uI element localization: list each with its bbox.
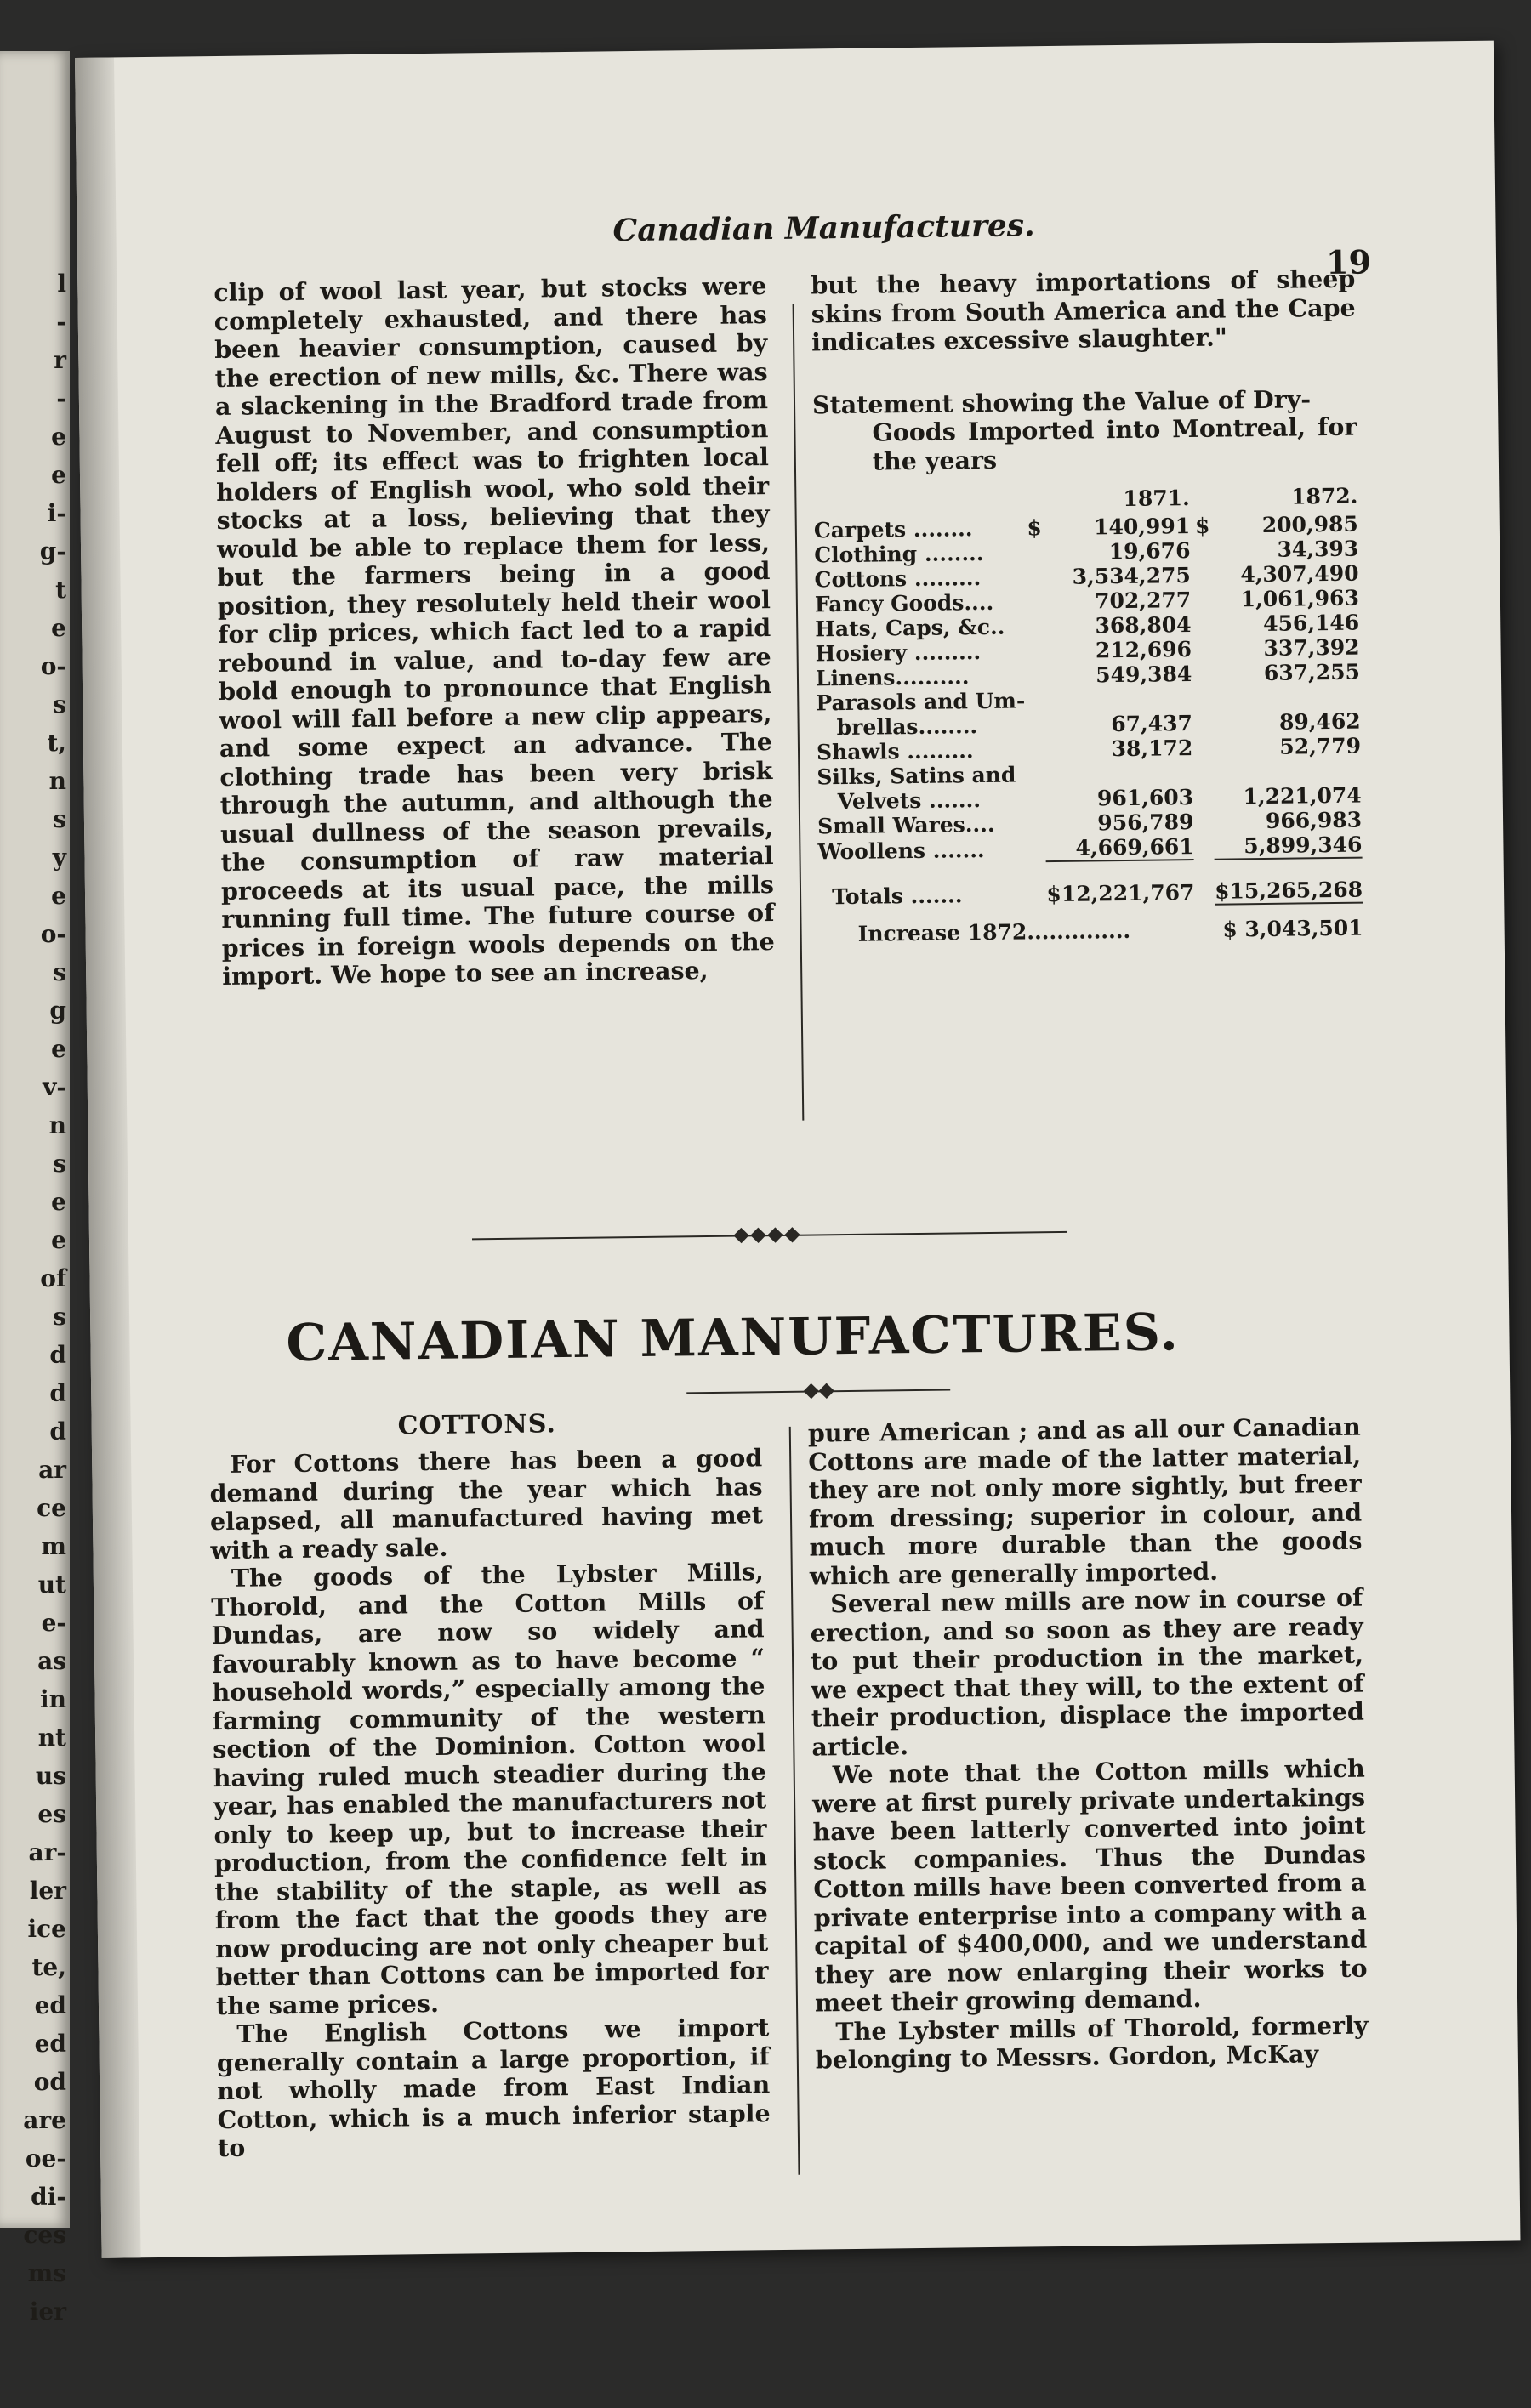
book-page <box>75 41 1520 2258</box>
margin-fragment: g- <box>39 537 66 565</box>
row-label: Fancy Goods.... <box>814 589 994 617</box>
row-label: Silks, Satins and <box>817 762 1016 790</box>
statement-title-line2: Goods Imported into Montreal, for the years <box>872 412 1357 476</box>
currency-1871 <box>1030 811 1046 836</box>
row-label: Velvets ....... <box>837 787 982 815</box>
currency-1872 <box>1195 563 1211 588</box>
currency-1872 <box>1196 612 1212 637</box>
margin-fragment: d <box>49 1379 66 1407</box>
row-label: Cottons ......... <box>814 565 982 593</box>
margin-fragment: ed <box>34 2030 66 2058</box>
currency-1871 <box>1030 787 1046 811</box>
margin-fragment: e <box>51 882 66 910</box>
increase-value: $ 3,043,501 <box>1222 915 1363 942</box>
value-1872: 966,983 <box>1265 807 1363 833</box>
currency-1872 <box>1197 686 1213 711</box>
margin-fragment: s <box>53 805 66 833</box>
currency-1872 <box>1197 662 1213 686</box>
currency-1871 <box>1028 639 1044 663</box>
currency-1871 <box>1029 762 1045 787</box>
value-1871: 38,172 <box>1111 735 1193 762</box>
cottons-right-column <box>808 1413 1369 2075</box>
row-label: Parasols and Um- <box>816 688 1026 716</box>
top-left-column <box>213 272 775 991</box>
margin-fragment: m <box>41 1532 66 1560</box>
value-1872: 89,462 <box>1278 708 1361 735</box>
row-label: Shawls ......... <box>816 738 974 765</box>
currency-1871 <box>1027 565 1043 589</box>
adjacent-page-edge <box>0 51 70 2326</box>
currency-1871 <box>1029 713 1045 737</box>
value-1871: 702,277 <box>1094 588 1192 614</box>
running-head: Canadian Manufactures. <box>612 207 1035 249</box>
margin-fragment: t <box>55 576 66 604</box>
paragraph: We note that the Cotton mills which were at first purely private undertakings have been latterly converted into joint stock companies. Thus the Dundas Cotton mills have been converted from a private enterprise into a company with a capital of $400,000, and we understand they are now enlarging their works to meet their growing demand. <box>811 1753 1368 2018</box>
row-label: Woollens ....... <box>817 838 985 865</box>
margin-fragment: l <box>57 270 66 298</box>
currency-1871: $ <box>1027 515 1042 541</box>
margin-fragment: s <box>53 1303 66 1331</box>
margin-fragment: r <box>54 346 66 374</box>
margin-fragment: ed <box>34 1991 66 2019</box>
margin-fragment: o- <box>40 920 66 948</box>
currency-1872 <box>1195 538 1211 563</box>
increase-label: Increase 1872.............. <box>857 917 1131 946</box>
margin-fragment: of <box>40 1264 66 1292</box>
paragraph: The English Cottons we import generally contain a large proportion, if not wholly made from East Indian Cotton, which is a much inferior staple to <box>216 2013 771 2163</box>
margin-fragment: e <box>51 1035 66 1063</box>
currency-1871 <box>1028 663 1044 688</box>
row-label: brellas........ <box>836 713 978 741</box>
margin-fragment: ce <box>37 1494 66 1522</box>
margin-fragment: - <box>56 308 66 336</box>
currency-1872 <box>1196 637 1212 662</box>
margin-fragment: i- <box>47 499 66 527</box>
margin-fragment: t, <box>47 729 66 757</box>
section-title: CANADIAN MANUFACTURES. <box>286 1303 1181 1374</box>
paragraph: Several new mills are now in course of erection, and so soon as they are ready to put their production in the market, we expect that they will, to the extent of their production, displace the imported article. <box>810 1582 1365 1762</box>
margin-fragment: s <box>53 958 66 986</box>
currency-1872 <box>1197 711 1213 735</box>
row-label: Clothing ........ <box>814 540 984 568</box>
value-1871: 549,384 <box>1096 662 1192 688</box>
page-gutter-shadow <box>75 57 141 2258</box>
currency-1871 <box>1027 614 1044 639</box>
value-1871: 4,669,661 <box>1075 833 1194 860</box>
totals-1872: $15,265,268 <box>1214 877 1363 904</box>
margin-fragment: in <box>40 1685 66 1713</box>
paragraph: pure American ; and as all our Canadian Cottons are made of the latter material, they are not only more sightly, but freer from dressing; superior in colour, and much more durable than the goods which are generally imported. <box>807 1411 1363 1591</box>
margin-fragment: ier <box>29 2297 66 2326</box>
column-rule <box>789 1427 800 2175</box>
margin-fragment: oe- <box>25 2144 66 2172</box>
margin-fragment: od <box>33 2068 66 2096</box>
margin-fragment: e <box>51 423 66 451</box>
margin-fragment: us <box>35 1762 66 1790</box>
ornament-divider <box>472 1226 1067 1246</box>
margin-fragment: o- <box>40 652 66 680</box>
value-1872: 456,146 <box>1262 610 1360 636</box>
margin-fragment: d <box>49 1341 66 1369</box>
value-1871: 368,804 <box>1095 612 1192 639</box>
paragraph: The Lybster mills of Thorold, formerly belonging to Messrs. Gordon, McKay <box>815 2010 1369 2075</box>
paragraph: The goods of the Lybster Mills, Thorold, and the Cotton Mills of Dundas, are now so widely and favourably known as to have become “ household words,” especially among the farming community of the western section of the Dominion. Cotton wool having ruled much steadier during the year, has enabled the manufacturers not only to keep up, but to increase their production, from the confidence felt in the stability of the staple, as well as from the fact that the goods they are now producing are not only cheaper but better than Cottons can be imported for the same prices. <box>211 1557 769 2020</box>
column-rule <box>793 304 805 1121</box>
row-label: Small Wares.... <box>817 811 995 839</box>
margin-fragment: - <box>56 384 66 412</box>
increase-row <box>818 911 1363 947</box>
page-number: 19 <box>1325 242 1372 282</box>
currency-1871 <box>1030 836 1046 861</box>
margin-fragment: e <box>51 1226 66 1254</box>
margin-fragment: d <box>49 1417 66 1445</box>
margin-fragment: te, <box>31 1953 66 1981</box>
margin-fragment: v- <box>43 1073 66 1101</box>
value-1871: 212,696 <box>1095 637 1192 663</box>
margin-fragment: s <box>53 1150 66 1178</box>
margin-fragment: are <box>23 2106 66 2134</box>
value-1872: 200,985 <box>1261 511 1358 537</box>
margin-fragment: s <box>53 690 66 718</box>
currency-1872 <box>1198 809 1215 834</box>
value-1872: 337,392 <box>1263 634 1360 661</box>
margin-fragment: g <box>49 997 66 1025</box>
value-1871: 3,534,275 <box>1072 563 1192 589</box>
value-1871 <box>1044 686 1192 713</box>
margin-fragment: ut <box>37 1570 66 1599</box>
currency-1871 <box>1027 589 1044 614</box>
paragraph: clip of wool last year, but stocks were completely exhausted, and there has been heavier consumption, caused by the erection of new mills, &c. There was a slackening in the Bradford trade from August to November, and consumption fell off; its effect was to frighten local holders of English wool, who sold their stocks at a loss, believing that they would be able to replace them for less, but the farmers being in a good position, they resolutely held their wool for clip prices, which fact led to a rapid rebound in value, and to-day few are bold enough to pronounce that English wool will fall before a new clip appears, and some expect an advance. The clothing trade has been very brisk through the autumn, and although the usual dullness of the season prevails, the consumption of raw material proceeds at its usual pace, the mills running full time. The future course of prices in foreign wools depends on the import. We hope to see an increase, <box>213 271 775 991</box>
margin-fragment: e <box>51 461 66 489</box>
margin-fragment: e <box>51 1188 66 1216</box>
margin-fragment: ler <box>29 1877 66 1905</box>
cottons-left-column <box>209 1444 771 2162</box>
value-1872 <box>1212 684 1360 711</box>
value-1872: 1,221,074 <box>1243 782 1362 809</box>
currency-1872 <box>1198 760 1214 785</box>
value-1871: 19,676 <box>1108 538 1191 565</box>
margin-fragment: ice <box>27 1915 66 1943</box>
paragraph: For Cottons there has been a good demand during the year which has elapsed, all manufactured having met with a ready sale. <box>209 1443 764 1565</box>
year-1872-header: 1872. <box>1290 483 1358 509</box>
row-label: Linens.......... <box>815 664 970 691</box>
margin-fragment: e- <box>41 1609 66 1637</box>
margin-fragment: as <box>37 1647 66 1675</box>
margin-fragment: es <box>37 1800 66 1828</box>
paragraph: but the heavy importations of sheep skins from South America and the Cape indicates excessive slaughter." <box>811 264 1356 357</box>
totals-row <box>818 864 1363 910</box>
totals-label: Totals ....... <box>831 883 963 910</box>
margin-fragment: e <box>51 614 66 642</box>
margin-fragment: di- <box>31 2183 66 2211</box>
currency-1871 <box>1028 688 1044 713</box>
margin-fragment: ar- <box>28 1838 66 1866</box>
value-1872: 1,061,963 <box>1240 585 1360 612</box>
imports-table <box>813 484 1363 947</box>
margin-fragment: n <box>48 767 66 795</box>
small-ornament-divider <box>686 1384 950 1400</box>
value-1872: 34,393 <box>1277 536 1359 562</box>
margin-fragment: ar <box>38 1456 66 1484</box>
margin-fragment: ces <box>23 2221 66 2249</box>
top-right-column <box>811 265 1363 947</box>
totals-1871: $12,221,767 <box>1046 879 1195 907</box>
value-1872: 4,307,490 <box>1240 560 1359 588</box>
row-label: Carpets ........ <box>813 516 973 543</box>
margin-fragment: y <box>52 843 66 872</box>
statement-title-line1: Statement showing the Value of Dry- <box>811 383 1312 419</box>
value-1871: 67,437 <box>1111 711 1193 737</box>
margin-fragment: n <box>48 1111 66 1139</box>
subsection-title: COTTONS. <box>397 1409 557 1441</box>
value-1872 <box>1213 758 1361 785</box>
currency-1872 <box>1198 785 1214 809</box>
row-label: Hosiery ......... <box>815 639 982 667</box>
currency-1872 <box>1195 588 1211 612</box>
currency-1871 <box>1029 737 1045 762</box>
value-1871 <box>1045 760 1193 787</box>
value-1871: 956,789 <box>1097 809 1194 836</box>
currency-1871 <box>1027 540 1043 565</box>
currency-1872 <box>1198 834 1215 860</box>
value-1872: 5,899,346 <box>1244 832 1363 859</box>
currency-1872: $ <box>1194 513 1210 538</box>
margin-fragment: nt <box>37 1724 66 1752</box>
currency-1872 <box>1198 735 1214 760</box>
row-label: Hats, Caps, &c.. <box>815 614 1005 642</box>
year-1871-header: 1871. <box>1123 486 1190 511</box>
value-1872: 52,779 <box>1279 733 1362 759</box>
value-1871: 961,603 <box>1096 785 1194 811</box>
value-1872: 637,255 <box>1263 659 1361 685</box>
statement-title <box>812 384 1357 476</box>
margin-fragment: ms <box>27 2259 66 2287</box>
value-1871: 140,991 <box>1093 514 1191 540</box>
